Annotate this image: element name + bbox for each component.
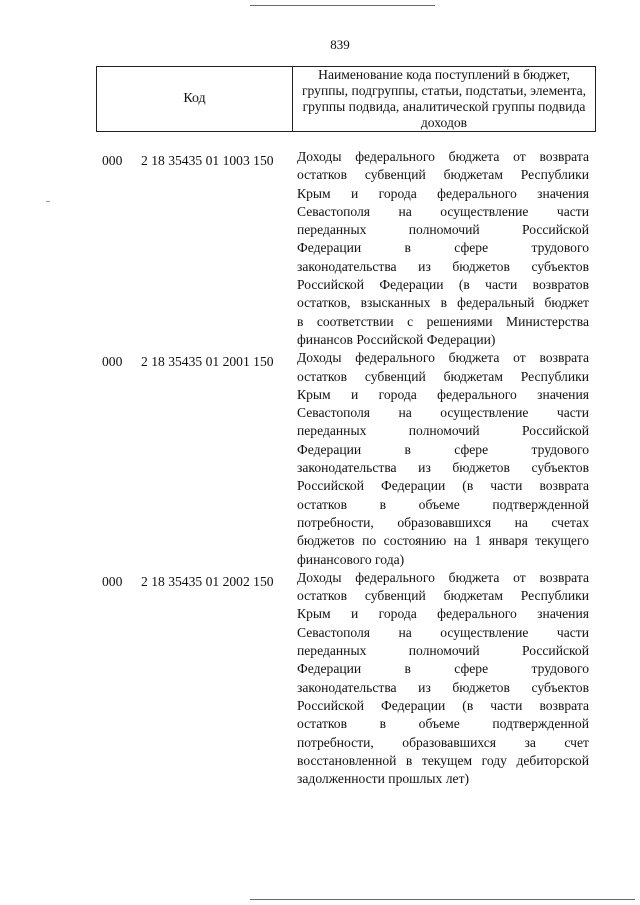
desc-line: потребности, образовавшихся на счетах <box>297 514 589 530</box>
desc-line: Доходы федерального бюджета от возврата <box>297 569 589 585</box>
desc-line: законодательства из бюджетов субъектов <box>297 258 589 274</box>
desc-line: остатков субвенций бюджетам Республики <box>297 588 589 604</box>
desc-line: Севастополя на осуществление части <box>297 405 589 421</box>
entry-admin-code: 000 <box>102 153 123 168</box>
entry-3 <box>0 569 640 789</box>
desc-line: остатков субвенций бюджетам Республики <box>297 368 589 384</box>
desc-line: Севастополя на осуществление части <box>297 203 589 219</box>
scan-edge-top <box>250 5 435 6</box>
desc-line: законодательства из бюджетов субъектов <box>297 460 589 476</box>
entry-admin-code: 000 <box>102 354 123 370</box>
entry-description <box>297 349 589 569</box>
desc-line: Федерации в сфере трудового <box>297 661 589 677</box>
desc-line: Доходы федерального бюджета от возврата <box>297 149 589 164</box>
entry-description <box>297 148 589 349</box>
desc-line: Севастополя на осуществление части <box>297 624 589 640</box>
desc-line: Федерации в сфере трудового <box>297 441 589 457</box>
desc-line: остатков в объеме подтвержденной <box>297 496 589 512</box>
desc-line: Федерации в сфере трудового <box>297 240 589 256</box>
desc-line: задолженности прошлых лет) <box>297 771 470 787</box>
desc-line: финансового года) <box>297 551 405 567</box>
desc-line: остатков в объеме подтвержденной <box>297 716 589 732</box>
desc-line: Российской Федерации (в части возврата <box>297 478 589 494</box>
desc-line: Российской Федерации (в части возвратов <box>297 277 589 293</box>
desc-line: в соответствии с решениями Министерства <box>297 313 589 329</box>
desc-line: Доходы федерального бюджета от возврата <box>297 350 589 366</box>
entry-admin-code: 000 <box>102 573 123 589</box>
desc-line: Крым и города федерального значения <box>297 386 589 402</box>
entry-2 <box>0 349 640 569</box>
desc-line: бюджетов по состоянию на 1 января текущего <box>297 533 589 549</box>
desc-line: законодательства из бюджетов субъектов <box>297 679 589 695</box>
desc-line: Российской Федерации (в части возврата <box>297 697 589 713</box>
header-name-cell: Наименование кода поступлений в бюджет, группы, подгруппы, статьи, подстатьи, элемента, группы подвида, аналитической группы подвида доходов <box>301 67 587 130</box>
desc-line: Крым и города федерального значения <box>297 185 589 201</box>
desc-line: переданных полномочий Российской <box>297 222 589 238</box>
entry-income-code: 2 18 35435 01 2002 150 <box>141 573 274 589</box>
desc-line: остатков субвенций бюджетам Республики <box>297 167 589 183</box>
table-header <box>96 66 596 132</box>
desc-line: переданных полномочий Российской <box>297 643 589 659</box>
entry-income-code: 2 18 35435 01 2001 150 <box>141 354 274 370</box>
header-code-cell: Код <box>97 67 293 131</box>
page-number: 839 <box>330 37 350 52</box>
desc-line: переданных полномочий Российской <box>297 423 589 439</box>
desc-line: Крым и города федерального значения <box>297 606 589 622</box>
entry-1 <box>0 148 640 349</box>
scan-edge-bottom <box>250 899 635 900</box>
desc-line: потребности, образовавшихся за счет <box>297 734 589 750</box>
entry-description <box>297 569 589 789</box>
desc-line: восстановленной в текущем году дебиторской <box>297 752 589 768</box>
entry-income-code: 2 18 35435 01 1003 150 <box>141 153 274 168</box>
entries-list <box>0 148 640 788</box>
desc-line: остатков, взысканных в федеральный бюджет <box>297 295 589 311</box>
desc-line: финансов Российской Федерации) <box>297 331 496 347</box>
